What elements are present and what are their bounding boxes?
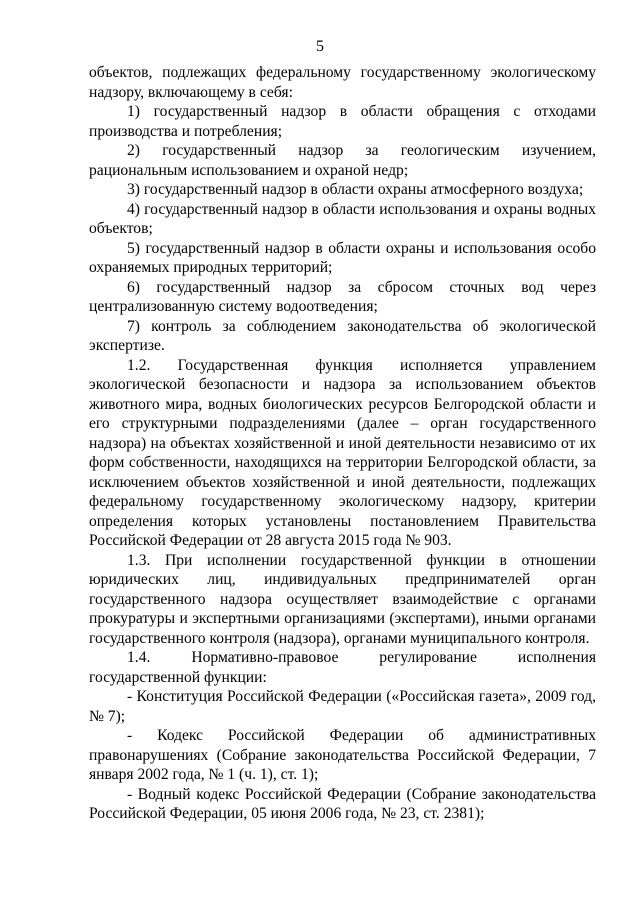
list-item-5: 5) государственный надзор в области охраны и использования особо охраняемых природных территорий; [89,239,596,276]
paragraph-1-4: 1.4. Нормативно-правовое регулирование исполнения государственной функции: [89,649,596,686]
list-item-4: 4) государственный надзор в области использования и охраны водных объектов; [89,200,596,237]
law-item-koap: - Кодекс Российской Федерации об административных правонарушениях (Собрание законодательства Российской Федерации, 7 января 2002 года, № 1 (ч. 1), ст. 1); [89,727,596,783]
paragraph-1-2: 1.2. Государственная функция исполняется управлением экологической безопасности и надзора за использованием объектов животного мира, водных биологических ресурсов Белгородской области и его структурными подразделениями (далее – орган государственного надзора) на объектах хозяйственной и иной деятельности независимо от их форм собственности, находящихся на территории Белгородской области, за исключением объектов хозяйственной и иной деятельности, подлежащих федеральному государственному экологическому надзору, критерии определения которых установлены постановлением Правительства Российской Федерации от 28 августа 2015 года № 903. [89,356,596,549]
law-item-constitution: - Конституция Российской Федерации («Российская газета», 2009 год, № 7); [89,688,596,725]
page-number: 5 [316,38,324,55]
list-item-3: 3) государственный надзор в области охраны атмосферного воздуха; [127,181,584,198]
list-item-7: 7) контроль за соблюдением законодательства об экологической экспертизе. [89,317,596,354]
list-item-1: 1) государственный надзор в области обращения с отходами производства и потребления; [89,103,596,140]
law-item-water-code: - Водный кодекс Российской Федерации (Собрание законодательства Российской Федерации, 05 июня 2006 года, № 23, ст. 2381); [89,785,596,822]
list-item-6: 6) государственный надзор за сбросом сточных вод через централизованную систему водоотведения; [89,278,596,315]
paragraph-intro: объектов, подлежащих федеральному государственному экологическому надзору, включающему в себя: [89,64,596,101]
paragraph-1-3: 1.3. При исполнении государственной функции в отношении юридических лиц, индивидуальных предпринимателей орган государственного надзора осуществляет взаимодействие с органами прокуратуры и экспертными организациями (экспертами), иными органами государственного контроля (надзора), органами муниципального контроля. [89,551,596,647]
list-item-2: 2) государственный надзор за геологическим изучением, рациональным использованием и охраной недр; [89,142,596,179]
document-body [89,63,596,824]
